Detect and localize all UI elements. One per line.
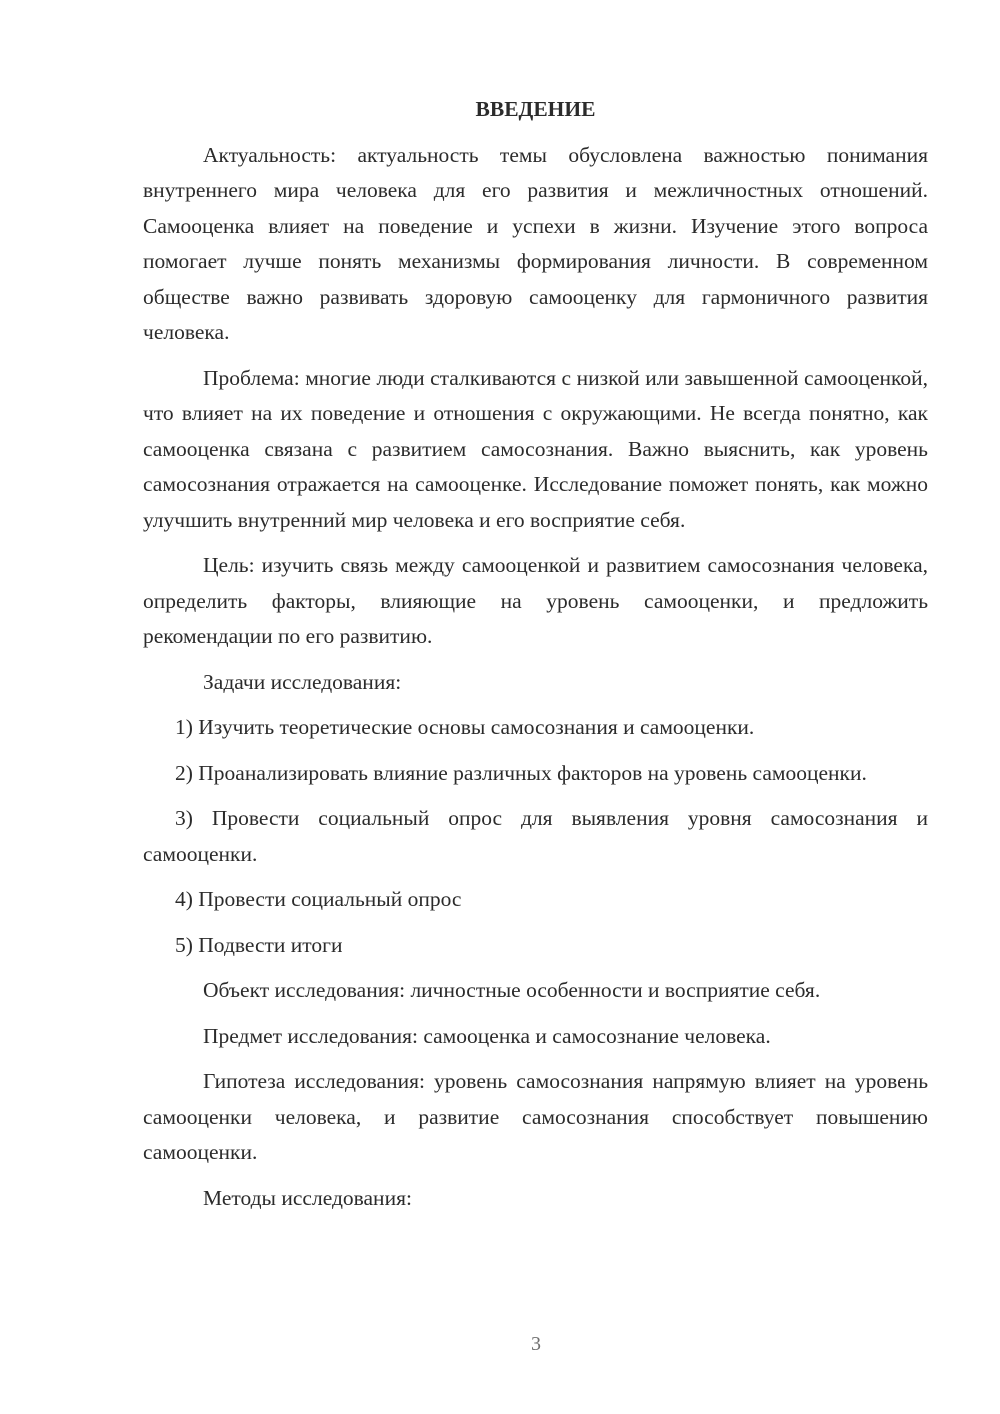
paragraph-goal: Цель: изучить связь между самооценкой и развитием самосознания человека, определить факторы, влияющие на уровень самооценки, и предложить рекомендации по его развитию. [143, 553, 928, 648]
task-item-4: 4) Провести социальный опрос [175, 887, 462, 911]
paragraph-relevance: Актуальность: актуальность темы обусловлена важностью понимания внутреннего мира человека для его развития и межличностных отношений. Самооценка влияет на поведение и успехи в жизни. Изучение этого вопроса помогает лучше понять механизмы формирования личности. В современном обществе важно развивать здоровую самооценку для гармоничного развития человека. [143, 142, 928, 344]
page-body [143, 92, 928, 1226]
paragraph-object: Объект исследования: личностные особенности и восприятие себя. [203, 978, 821, 1002]
section-title: ВВЕДЕНИЕ [475, 97, 596, 121]
task-item-1: 1) Изучить теоретические основы самосознания и самооценки. [175, 715, 755, 739]
paragraph-problem: Проблема: многие люди сталкиваются с низкой или завышенной самооценкой, что влияет на их поведение и отношения с окружающими. Не всегда понятно, как самооценка связана с развитием самосознания. Важно выяснить, как уровень самосознания отражается на самооценке. Исследование поможет понять, как можно улучшить внутренний мир человека и его восприятие себя. [143, 365, 928, 532]
paragraph-methods-heading: Методы исследования: [203, 1185, 412, 1210]
task-item-2: 2) Проанализировать влияние различных факторов на уровень самооценки. [175, 760, 867, 785]
task-item-3: 3) Провести социальный опрос для выявления уровня самосознания и самооценки. [143, 806, 928, 866]
paragraph-subject: Предмет исследования: самооценка и самосознание человека. [203, 1023, 771, 1048]
page-number: 3 [531, 1333, 541, 1355]
paragraph-tasks-heading: Задачи исследования: [203, 669, 402, 694]
paragraph-hypothesis: Гипотеза исследования: уровень самосознания напрямую влияет на уровень самооценки человека, и развитие самосознания способствует повышению самооценки. [143, 1069, 928, 1164]
task-item-5: 5) Подвести итоги [175, 932, 343, 957]
